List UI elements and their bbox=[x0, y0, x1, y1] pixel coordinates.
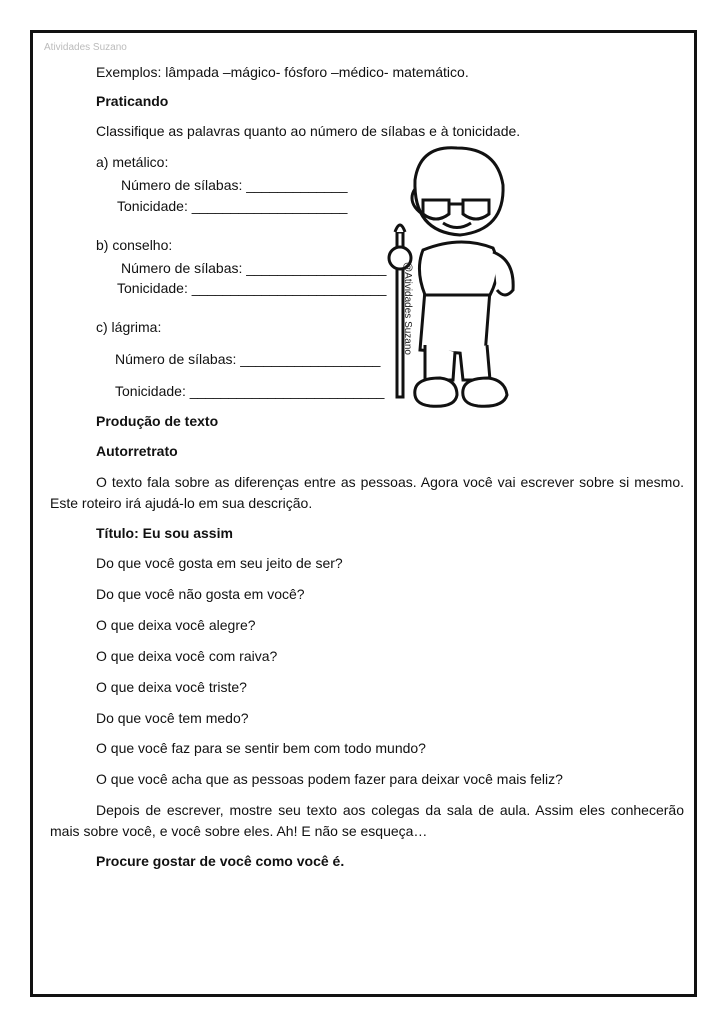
question: Do que você gosta em seu jeito de ser? bbox=[96, 555, 343, 571]
question: O que você acha que as pessoas podem fazer para deixar você mais feliz? bbox=[96, 771, 563, 787]
intro-paragraph: O texto fala sobre as diferenças entre as pessoas. Agora você vai escrever sobre si mesmo. Este roteiro irá ajudá-lo em sua descrição. bbox=[50, 474, 684, 511]
item-c-syllables: Número de sílabas: __________________ bbox=[115, 351, 381, 367]
question: O que deixa você alegre? bbox=[96, 617, 256, 633]
item-b-tonicity: Tonicidade: _________________________ bbox=[117, 280, 387, 296]
image-credit: @Atividades Suzano bbox=[402, 262, 413, 355]
heading-production: Produção de texto bbox=[96, 413, 219, 429]
final-message: Procure gostar de você como você é. bbox=[96, 853, 345, 869]
instruction: Classifique as palavras quanto ao número de sílabas e à tonicidade. bbox=[96, 123, 521, 139]
item-a-word: a) metálico: bbox=[96, 154, 169, 170]
essay-title: Título: Eu sou assim bbox=[96, 525, 233, 541]
item-a-tonicity: Tonicidade: ____________________ bbox=[117, 198, 348, 214]
question: Do que você não gosta em você? bbox=[96, 586, 305, 602]
question: O que deixa você triste? bbox=[96, 679, 247, 695]
heading-practice: Praticando bbox=[96, 93, 169, 109]
question: Do que você tem medo? bbox=[96, 710, 249, 726]
item-b-word: b) conselho: bbox=[96, 237, 173, 253]
closing-paragraph: Depois de escrever, mostre seu texto aos colegas da sala de aula. Assim eles conhecerão mais sobre você, e você sobre eles. Ah! E não se esqueça… bbox=[50, 802, 684, 839]
item-c-tonicity: Tonicidade: _________________________ bbox=[115, 383, 385, 399]
question: O que você faz para se sentir bem com todo mundo? bbox=[96, 740, 426, 756]
subheading-selfportrait: Autorretrato bbox=[96, 443, 178, 459]
watermark: Atividades Suzano bbox=[44, 42, 127, 53]
item-b-syllables: Número de sílabas: __________________ bbox=[121, 260, 387, 276]
item-c-word: c) lágrima: bbox=[96, 319, 162, 335]
examples: Exemplos: lâmpada –mágico- fósforo –médico- matemático. bbox=[96, 64, 469, 80]
question: O que deixa você com raiva? bbox=[96, 648, 278, 664]
item-a-syllables: Número de sílabas: _____________ bbox=[121, 177, 348, 193]
